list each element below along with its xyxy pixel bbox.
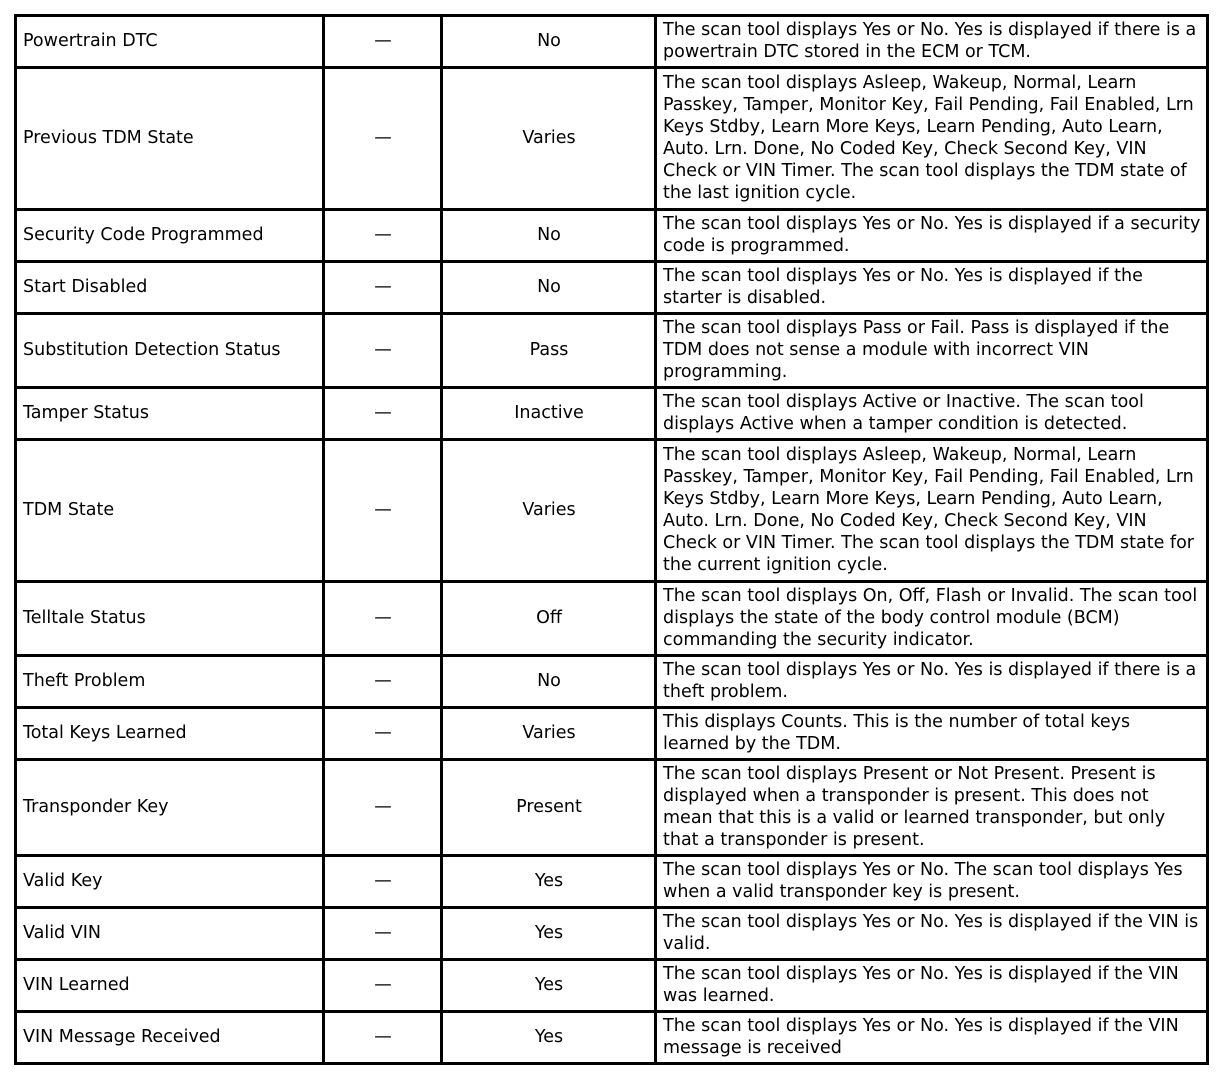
table-row: [16, 314, 1208, 388]
description-cell: The scan tool displays Yes or No. Yes is displayed if there is a powertrain DTC stored in the ECM or TCM.: [656, 16, 1208, 68]
parameter-name-cell: Valid VIN: [16, 908, 324, 960]
units-cell: —: [324, 1012, 442, 1064]
parameter-name-cell: VIN Learned: [16, 960, 324, 1012]
description-cell: The scan tool displays Yes or No. Yes is displayed if the VIN message is received: [656, 1012, 1208, 1064]
units-cell: —: [324, 582, 442, 656]
parameter-name-cell: Start Disabled: [16, 262, 324, 314]
table-row: [16, 656, 1208, 708]
table-row: [16, 760, 1208, 856]
typical-value-cell: Yes: [442, 856, 656, 908]
table-row: [16, 856, 1208, 908]
table-row: [16, 68, 1208, 210]
units-cell: —: [324, 16, 442, 68]
typical-value-cell: Yes: [442, 960, 656, 1012]
typical-value-cell: Off: [442, 582, 656, 656]
units-cell: —: [324, 708, 442, 760]
typical-value-cell: Pass: [442, 314, 656, 388]
typical-value-cell: Yes: [442, 908, 656, 960]
parameter-name-cell: Tamper Status: [16, 388, 324, 440]
parameter-name-cell: Substitution Detection Status: [16, 314, 324, 388]
units-cell: —: [324, 760, 442, 856]
table-row: [16, 708, 1208, 760]
parameter-name-cell: Previous TDM State: [16, 68, 324, 210]
description-cell: The scan tool displays Yes or No. Yes is displayed if the VIN is valid.: [656, 908, 1208, 960]
parameter-name-cell: Telltale Status: [16, 582, 324, 656]
typical-value-cell: Inactive: [442, 388, 656, 440]
description-cell: The scan tool displays Yes or No. Yes is displayed if there is a theft problem.: [656, 656, 1208, 708]
parameter-name-cell: Security Code Programmed: [16, 210, 324, 262]
description-cell: The scan tool displays Yes or No. Yes is displayed if the starter is disabled.: [656, 262, 1208, 314]
description-cell: This displays Counts. This is the number of total keys learned by the TDM.: [656, 708, 1208, 760]
table-row: [16, 908, 1208, 960]
description-cell: The scan tool displays Asleep, Wakeup, Normal, Learn Passkey, Tamper, Monitor Key, Fail Pending, Fail Enabled, Lrn Keys Stdby, Learn More Keys, Learn Pending, Auto Learn, Auto. Lrn. Done, No Coded Key, Check Second Key, VIN Check or VIN Timer. The scan tool displays the TDM state for the current ignition cycle.: [656, 440, 1208, 582]
table-row: [16, 582, 1208, 656]
table-row: [16, 440, 1208, 582]
description-cell: The scan tool displays Yes or No. Yes is displayed if a security code is programmed.: [656, 210, 1208, 262]
description-cell: The scan tool displays Active or Inactive. The scan tool displays Active when a tamper condition is detected.: [656, 388, 1208, 440]
typical-value-cell: Varies: [442, 68, 656, 210]
parameter-name-cell: Total Keys Learned: [16, 708, 324, 760]
table-body: [16, 16, 1208, 1064]
description-cell: The scan tool displays Pass or Fail. Pass is displayed if the TDM does not sense a module with incorrect VIN programming.: [656, 314, 1208, 388]
typical-value-cell: No: [442, 16, 656, 68]
units-cell: —: [324, 960, 442, 1012]
parameter-name-cell: Transponder Key: [16, 760, 324, 856]
parameter-name-cell: Theft Problem: [16, 656, 324, 708]
typical-value-cell: Varies: [442, 440, 656, 582]
typical-value-cell: Yes: [442, 1012, 656, 1064]
parameter-name-cell: Powertrain DTC: [16, 16, 324, 68]
units-cell: —: [324, 68, 442, 210]
description-cell: The scan tool displays Asleep, Wakeup, Normal, Learn Passkey, Tamper, Monitor Key, Fail Pending, Fail Enabled, Lrn Keys Stdby, Learn More Keys, Learn Pending, Auto Learn, Auto. Lrn. Done, No Coded Key, Check Second Key, VIN Check or VIN Timer. The scan tool displays the TDM state of the last ignition cycle.: [656, 68, 1208, 210]
units-cell: —: [324, 908, 442, 960]
parameter-name-cell: VIN Message Received: [16, 1012, 324, 1064]
units-cell: —: [324, 656, 442, 708]
description-cell: The scan tool displays Yes or No. Yes is displayed if the VIN was learned.: [656, 960, 1208, 1012]
table-row: [16, 388, 1208, 440]
units-cell: —: [324, 856, 442, 908]
units-cell: —: [324, 314, 442, 388]
typical-value-cell: Present: [442, 760, 656, 856]
typical-value-cell: No: [442, 262, 656, 314]
typical-value-cell: No: [442, 210, 656, 262]
units-cell: —: [324, 210, 442, 262]
typical-value-cell: Varies: [442, 708, 656, 760]
table-row: [16, 1012, 1208, 1064]
table-row: [16, 16, 1208, 68]
scan-tool-data-table: [14, 14, 1209, 1065]
parameter-name-cell: TDM State: [16, 440, 324, 582]
parameter-name-cell: Valid Key: [16, 856, 324, 908]
description-cell: The scan tool displays Present or Not Present. Present is displayed when a transponder is present. This does not mean that this is a valid or learned transponder, but only that a transponder is present.: [656, 760, 1208, 856]
description-cell: The scan tool displays On, Off, Flash or Invalid. The scan tool displays the state of the body control module (BCM) commanding the security indicator.: [656, 582, 1208, 656]
units-cell: —: [324, 440, 442, 582]
units-cell: —: [324, 262, 442, 314]
table-row: [16, 210, 1208, 262]
table-row: [16, 960, 1208, 1012]
typical-value-cell: No: [442, 656, 656, 708]
table-row: [16, 262, 1208, 314]
units-cell: —: [324, 388, 442, 440]
description-cell: The scan tool displays Yes or No. The scan tool displays Yes when a valid transponder key is present.: [656, 856, 1208, 908]
